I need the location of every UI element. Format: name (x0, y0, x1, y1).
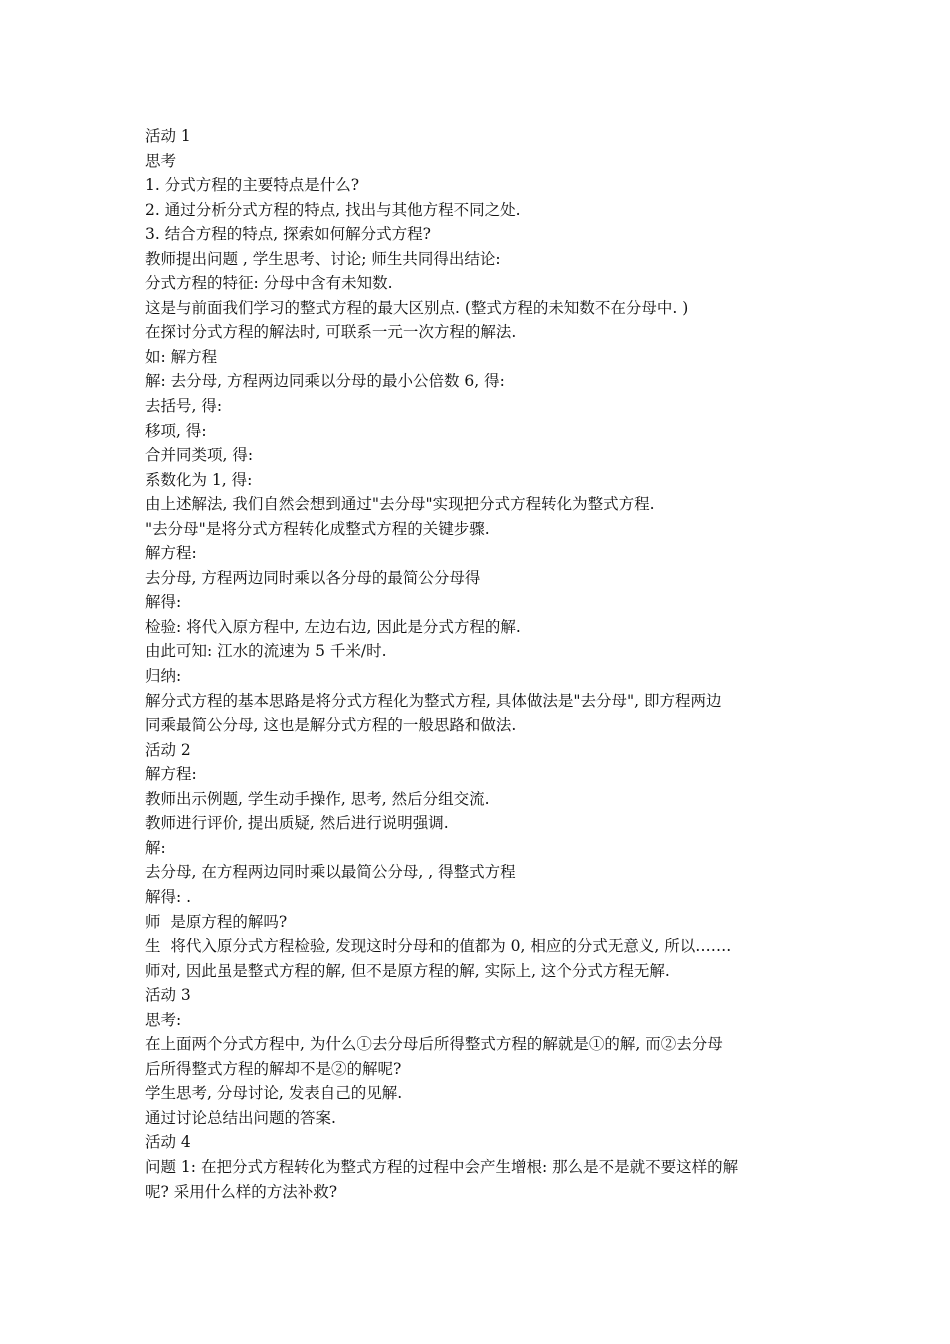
text-line: 教师进行评价, 提出质疑, 然后进行说明强调. (145, 814, 449, 833)
text-line: 通过讨论总结出问题的答案. (145, 1108, 336, 1127)
text-line: 师 是原方程的解吗? (145, 912, 288, 931)
text-line: 在探讨分式方程的解法时, 可联系一元一次方程的解法. (145, 323, 517, 342)
heading-activity-4: 活动 4 (145, 1133, 191, 1152)
text-line: 去括号, 得: (145, 397, 223, 416)
text-line: 思考: (145, 1010, 182, 1029)
text-line: 后所得整式方程的解却不是②的解呢? (145, 1059, 402, 1078)
text-line: 解分式方程的基本思路是将分式方程化为整式方程, 具体做法是"去分母", 即方程两边 (145, 691, 722, 710)
text-line: 师对, 因此虽是整式方程的解, 但不是原方程的解, 实际上, 这个分式方程无解. (145, 961, 670, 980)
text-line: 教师出示例题, 学生动手操作, 思考, 然后分组交流. (145, 789, 490, 808)
text-line: 解: 去分母, 方程两边同乘以分母的最小公倍数 6, 得: (145, 372, 505, 391)
heading-activity-1: 活动 1 (145, 127, 191, 145)
text-line: 归纳: (145, 667, 182, 686)
text-line: 这是与前面我们学习的整式方程的最大区别点. (整式方程的未知数不在分母中. ) (145, 298, 689, 317)
text-line: 去分母, 在方程两边同时乘以最简公分母, , 得整式方程 (145, 863, 516, 882)
document-body (145, 124, 815, 1204)
text-line: 解: (145, 838, 166, 857)
text-line: "去分母"是将分式方程转化成整式方程的关键步骤. (145, 519, 490, 538)
text-line: 呢? 采用什么样的方法补救? (145, 1182, 338, 1201)
text-line: 同乘最简公分母, 这也是解分式方程的一般思路和做法. (145, 716, 517, 735)
text-line: 去分母, 方程两边同时乘以各分母的最简公分母得 (145, 568, 481, 587)
text-line: 分式方程的特征: 分母中含有未知数. (145, 274, 393, 293)
text-line: 在上面两个分式方程中, 为什么①去分母后所得整式方程的解就是①的解, 而②去分母 (145, 1035, 723, 1054)
text-line: 解方程: (145, 765, 197, 784)
text-line: 由上述解法, 我们自然会想到通过"去分母"实现把分式方程转化为整式方程. (145, 495, 655, 514)
text-line: 教师提出问题 , 学生思考、讨论; 师生共同得出结论: (145, 249, 501, 268)
text-line: 解得: . (145, 887, 192, 906)
text-line: 问题 1: 在把分式方程转化为整式方程的过程中会产生增根: 那么是不是就不要这样的解 (145, 1157, 739, 1176)
text-line: 1. 分式方程的主要特点是什么? (145, 176, 360, 195)
text-line: 学生思考, 分母讨论, 发表自己的见解. (145, 1084, 403, 1103)
text-line: 3. 结合方程的特点, 探索如何解分式方程? (145, 225, 431, 244)
text-line: 系数化为 1, 得: (145, 470, 253, 489)
text-line: 由此可知: 江水的流速为 5 千米/时. (145, 642, 387, 661)
text-line: 移项, 得: (145, 421, 207, 440)
heading-activity-3: 活动 3 (145, 986, 191, 1005)
text-line: 解方程: (145, 544, 197, 563)
text-line: 合并同类项, 得: (145, 446, 254, 465)
text-line: 思考 (145, 151, 177, 170)
text-line: 如: 解方程 (145, 347, 218, 366)
text-line: 生 将代入原分式方程检验, 发现这时分母和的值都为 0, 相应的分式无意义, 所以……. (145, 937, 732, 956)
text-line: 检验: 将代入原方程中, 左边右边, 因此是分式方程的解. (145, 617, 521, 636)
text-line: 解得: (145, 593, 182, 612)
heading-activity-2: 活动 2 (145, 740, 191, 759)
text-line: 2. 通过分析分式方程的特点, 找出与其他方程不同之处. (145, 200, 521, 219)
